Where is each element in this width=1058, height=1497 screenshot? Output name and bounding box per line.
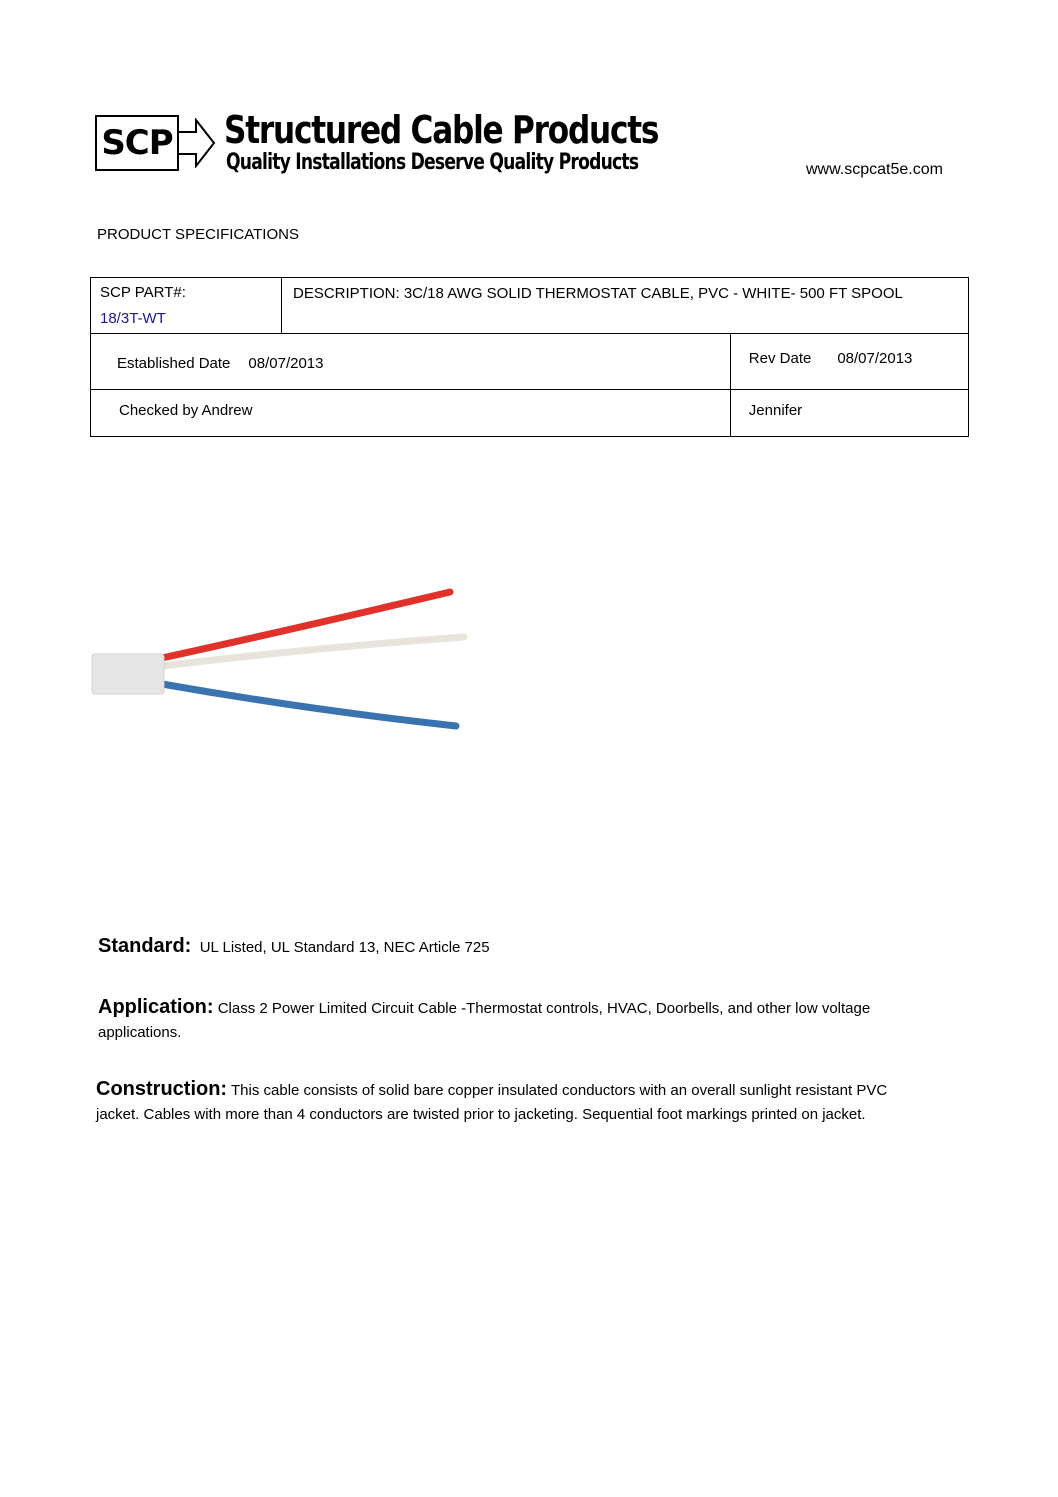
cable-image	[90, 580, 470, 740]
standard-label: Standard:	[98, 935, 192, 957]
application-section	[98, 995, 888, 1045]
standard-section	[98, 934, 918, 960]
construction-text: This cable consists of solid bare copper insulated conductors with an overall sunlight resistant PVC jacket. Cables with more than 4 conductors are twisted prior to jacketing. Sequential foot markings printed on jacket.	[96, 1082, 888, 1123]
checked-by: Checked by Andrew	[91, 390, 731, 437]
website-link[interactable]: www.scpcat5e.com	[806, 161, 943, 178]
part-number: 18/3T-WT	[100, 310, 166, 327]
description: DESCRIPTION: 3C/18 AWG SOLID THERMOSTAT CABLE, PVC - WHITE- 500 FT SPOOL	[282, 278, 969, 334]
tagline: Quality Installations Deserve Quality Products	[226, 150, 639, 175]
established-label: Established Date	[117, 355, 231, 372]
section-title: PRODUCT SPECIFICATIONS	[97, 226, 299, 243]
approved-by: Jennifer	[730, 390, 968, 437]
rev-label: Rev Date	[748, 350, 812, 367]
rev-date: 08/07/2013	[837, 350, 913, 367]
application-text: Class 2 Power Limited Circuit Cable -Thermostat controls, HVAC, Doorbells, and other low voltage applications.	[98, 1000, 871, 1041]
part-label: SCP PART#:	[100, 284, 186, 301]
spec-table	[90, 277, 969, 437]
logo-abbr: SCP	[95, 115, 179, 171]
company-name: Structured Cable Products	[224, 108, 659, 152]
established-date: 08/07/2013	[248, 355, 324, 372]
application-label: Application:	[98, 996, 214, 1018]
construction-label: Construction:	[96, 1078, 228, 1100]
arrow-icon	[178, 118, 218, 168]
standard-text: UL Listed, UL Standard 13, NEC Article 725	[199, 939, 490, 956]
construction-section	[96, 1077, 916, 1127]
